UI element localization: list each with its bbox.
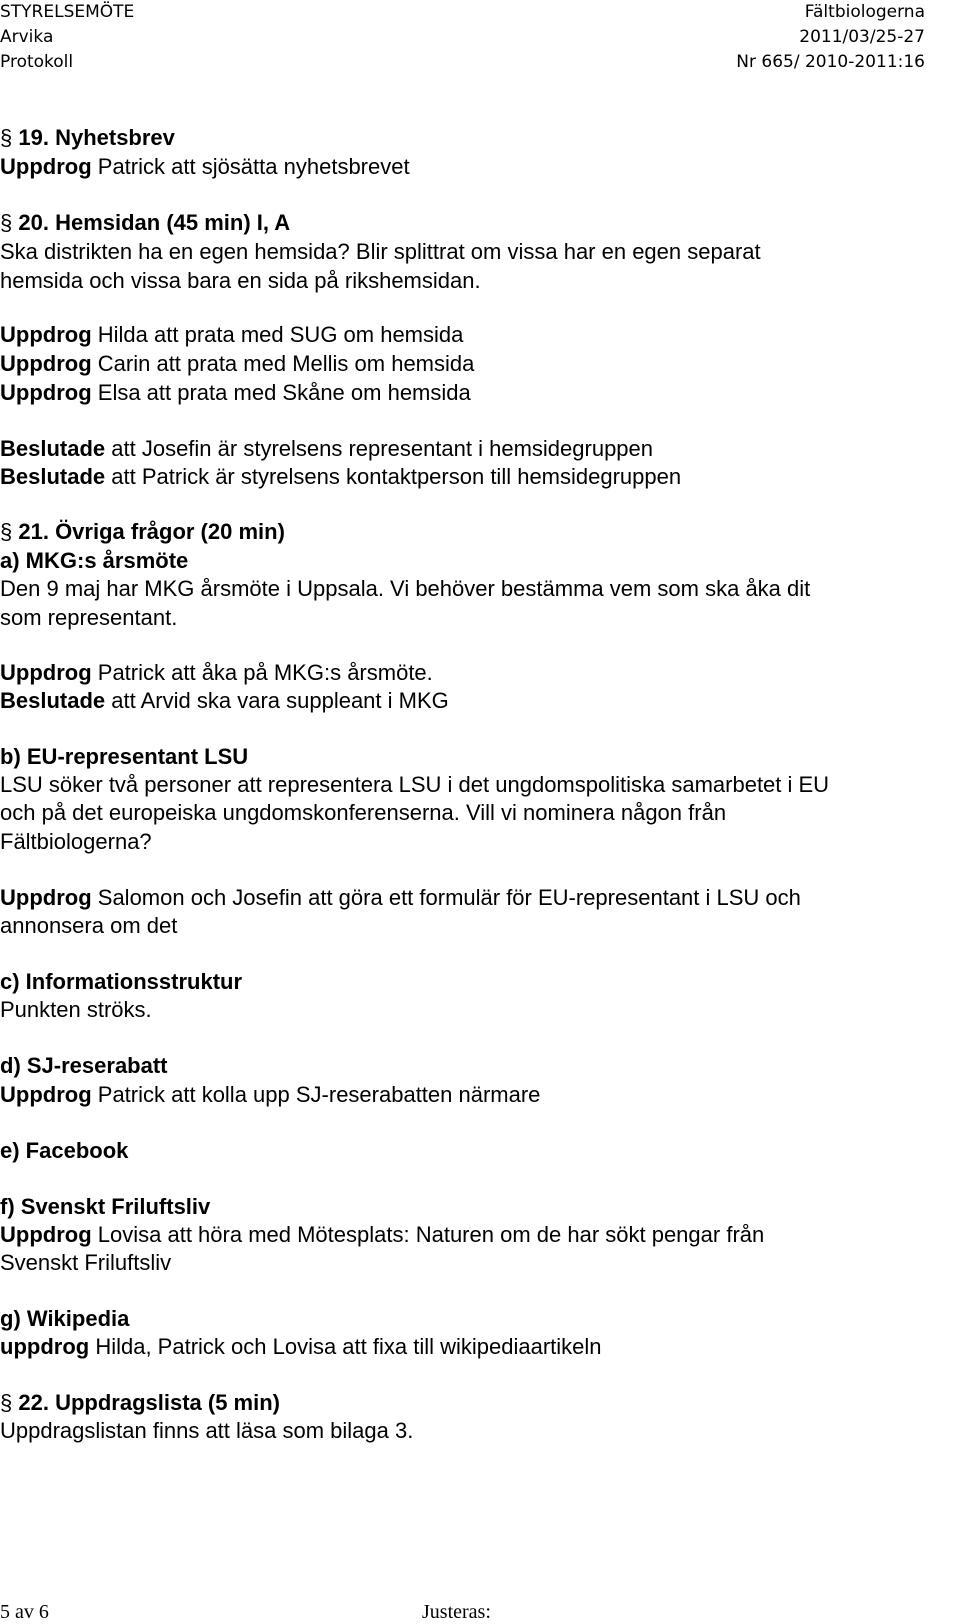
paragraph-line: annonsera om det [0, 913, 178, 938]
paragraph-line: Ska distrikten ha en egen hemsida? Blir splittrat om vissa har en egen separat [0, 239, 761, 264]
header-organization: Fältbiologerna [804, 2, 925, 22]
task-line: uppdrog Hilda, Patrick och Lovisa att fixa till wikipediaartikeln [0, 1334, 602, 1359]
paragraph-line: LSU söker två personer att representera LSU i det ungdomspolitiska samarbetet i EU [0, 772, 830, 797]
section-20-heading [0, 208, 290, 237]
task-line: Uppdrog Patrick att åka på MKG:s årsmöte. [0, 660, 433, 685]
task-line: Uppdrog Patrick att sjösätta nyhetsbrevet [0, 154, 410, 179]
paragraph-line: som representant. [0, 605, 178, 630]
header-date: 2011/03/25-27 [799, 27, 925, 47]
task-line: Uppdrog Hilda att prata med SUG om hemsida [0, 322, 464, 347]
paragraph-line: Fältbiologerna? [0, 829, 152, 854]
decision-line: Beslutade att Arvid ska vara suppleant i MKG [0, 688, 449, 713]
subsection-heading: e) Facebook [0, 1138, 129, 1163]
decision-line: Beslutade att Josefin är styrelsens representant i hemsidegruppen [0, 436, 654, 461]
task-line: Uppdrog Lovisa att höra med Mötesplats: Naturen om de har sökt pengar från [0, 1222, 765, 1247]
section-21-heading [0, 517, 285, 546]
subsection-heading: f) Svenskt Friluftsliv [0, 1194, 211, 1219]
justeras-label: Justeras: [422, 1601, 491, 1623]
section-19-heading [0, 123, 175, 152]
section-22-heading [0, 1388, 280, 1417]
section-title: 22. Uppdragslista (5 min) [18, 1390, 280, 1415]
section-symbol: § [0, 210, 13, 235]
section-title: 21. Övriga frågor (20 min) [18, 519, 285, 544]
task-line: Uppdrog Patrick att kolla upp SJ-reserabatten närmare [0, 1082, 541, 1107]
section-title: 19. Nyhetsbrev [18, 125, 175, 150]
header-doc-type: Protokoll [0, 52, 74, 72]
subsection-heading: g) Wikipedia [0, 1306, 130, 1331]
paragraph-line: Den 9 maj har MKG årsmöte i Uppsala. Vi behöver bestämma vem som ska åka dit [0, 576, 811, 601]
page-number: 5 av 6 [0, 1601, 49, 1623]
subsection-heading: a) MKG:s årsmöte [0, 548, 189, 573]
paragraph-line: Punkten ströks. [0, 997, 152, 1022]
task-line: Uppdrog Salomon och Josefin att göra ett formulär för EU-representant i LSU och [0, 885, 801, 910]
subsection-heading: b) EU-representant LSU [0, 744, 249, 769]
section-title: 20. Hemsidan (45 min) I, A [18, 210, 291, 235]
subsection-heading: c) Informationsstruktur [0, 969, 243, 994]
paragraph-line: Svenskt Friluftsliv [0, 1250, 172, 1275]
task-line: Uppdrog Elsa att prata med Skåne om hemsida [0, 380, 471, 405]
paragraph-line: Uppdragslistan finns att läsa som bilaga 3. [0, 1418, 414, 1443]
header-meeting-type: STYRELSEMÖTE [0, 2, 135, 22]
paragraph-line: och på det europeiska ungdomskonferenserna. Vill vi nominera någon från [0, 800, 727, 825]
header-location: Arvika [0, 27, 54, 47]
header-doc-number: Nr 665/ 2010-2011:16 [736, 52, 925, 72]
task-line: Uppdrog Carin att prata med Mellis om hemsida [0, 351, 475, 376]
section-symbol: § [0, 1390, 13, 1415]
paragraph-line: hemsida och vissa bara en sida på rikshemsidan. [0, 268, 481, 293]
section-symbol: § [0, 519, 13, 544]
decision-line: Beslutade att Patrick är styrelsens kontaktperson till hemsidegruppen [0, 464, 682, 489]
section-symbol: § [0, 125, 13, 150]
subsection-heading: d) SJ-reserabatt [0, 1053, 168, 1078]
